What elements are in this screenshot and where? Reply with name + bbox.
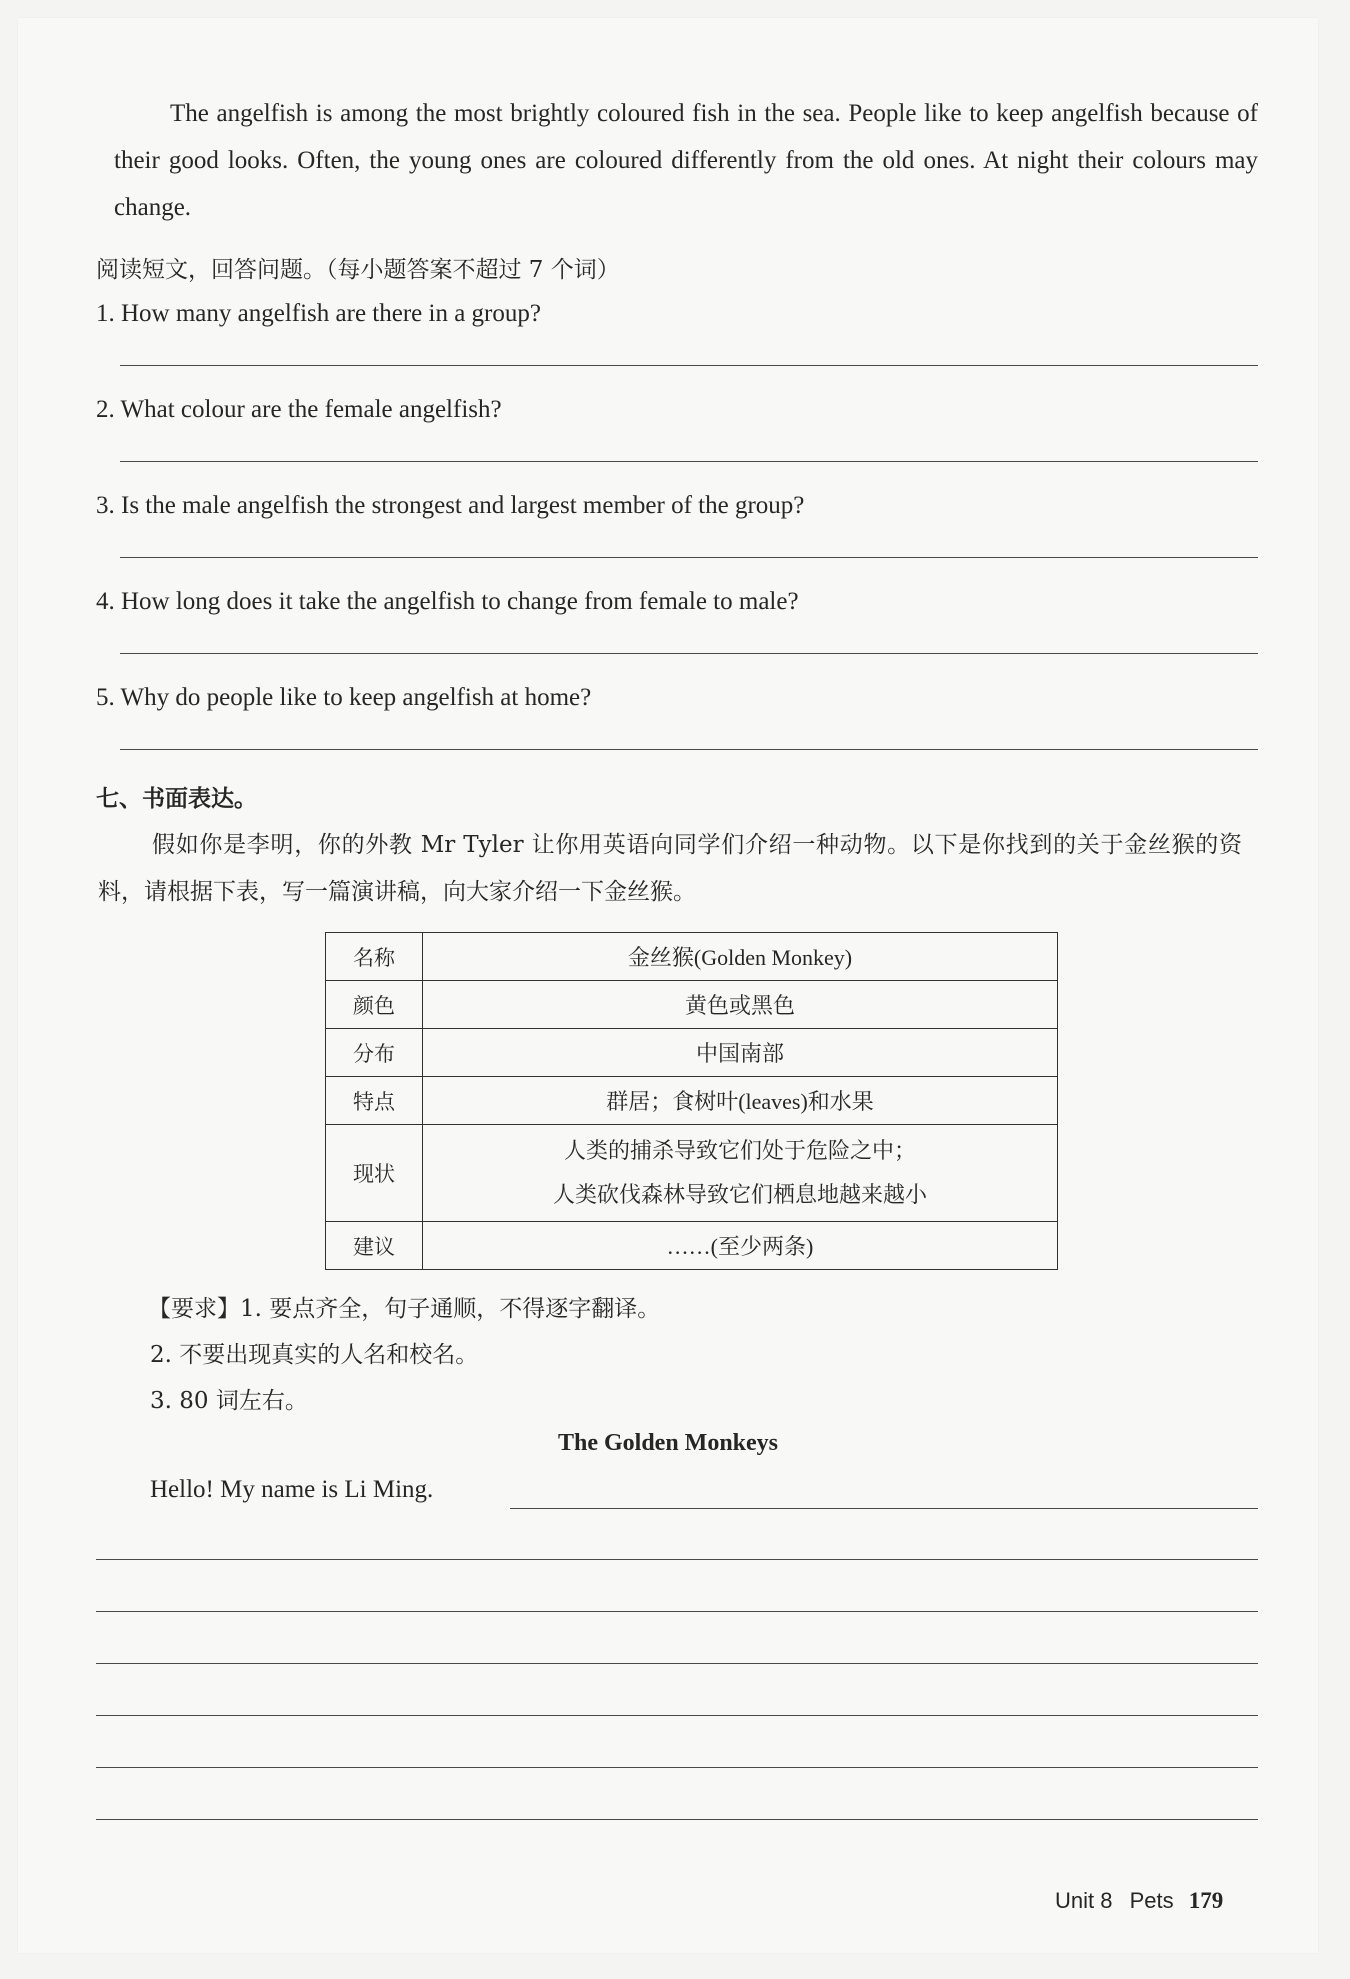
table-row <box>326 1077 1058 1125</box>
reading-instructions: 阅读短文，回答问题。（每小题答案不超过 7 个词） <box>96 257 620 283</box>
table-value-line: 人类砍伐森林导致它们栖息地越来越小 <box>552 1182 927 1207</box>
table-key: 分布 <box>326 1029 423 1077</box>
table-value: ……(至少两条) <box>423 1222 1058 1270</box>
writing-line-7[interactable] <box>96 1819 1258 1820</box>
table-value: 黄色或黑色 <box>423 981 1058 1029</box>
table-key: 颜色 <box>326 981 423 1029</box>
footer-topic: Pets <box>1129 1888 1174 1913</box>
table-key: 名称 <box>326 933 423 981</box>
essay-title: The Golden Monkeys <box>557 1430 779 1456</box>
worksheet-page <box>18 18 1318 1953</box>
answer-line-5[interactable] <box>120 749 1258 750</box>
requirement-2: 2. 不要出现真实的人名和校名。 <box>150 1342 479 1368</box>
section-title: 七、书面表达。 <box>96 785 257 812</box>
table-key: 现状 <box>326 1125 423 1222</box>
table-row <box>326 1222 1058 1270</box>
answer-line-2[interactable] <box>120 461 1258 462</box>
answer-line-4[interactable] <box>120 653 1258 654</box>
question-3: 3. Is the male angelfish the strongest and largest member of the group? <box>96 492 805 519</box>
table-row <box>326 933 1058 981</box>
question-5: 5. Why do people like to keep angelfish at home? <box>96 684 592 711</box>
footer-unit: Unit 8 <box>1055 1888 1113 1913</box>
question-1: 1. How many angelfish are there in a group? <box>96 300 541 327</box>
writing-line-2[interactable] <box>96 1559 1258 1560</box>
table-value: 金丝猴(Golden Monkey) <box>423 933 1058 981</box>
table-row <box>326 1125 1058 1222</box>
table-row <box>326 1029 1058 1077</box>
question-2: 2. What colour are the female angelfish? <box>96 396 502 423</box>
essay-opening: Hello! My name is Li Ming. <box>150 1476 434 1503</box>
writing-line-4[interactable] <box>96 1663 1258 1664</box>
page-footer <box>1055 1888 1223 1914</box>
requirement-3: 3. 80 词左右。 <box>150 1388 308 1414</box>
writing-line-6[interactable] <box>96 1767 1258 1768</box>
table-value-line: 人类的捕杀导致它们处于危险之中； <box>563 1138 916 1163</box>
writing-line-1[interactable] <box>510 1508 1258 1509</box>
reading-passage: The angelfish is among the most brightly coloured fish in the sea. People like to keep angelfish because of their good looks. Often, the young ones are coloured differently from the old ones. At night their colours may change. <box>114 100 1258 221</box>
writing-line-3[interactable] <box>96 1611 1258 1612</box>
question-4: 4. How long does it take the angelfish to change from female to male? <box>96 588 799 615</box>
requirement-1: 【要求】1. 要点齐全，句子通顺，不得逐字翻译。 <box>148 1296 661 1322</box>
table-key: 建议 <box>326 1222 423 1270</box>
table-value <box>423 1125 1058 1222</box>
table-row <box>326 981 1058 1029</box>
writing-prompt: 假如你是李明，你的外教 Mr Tyler 让你用英语向同学们介绍一种动物。以下是你找到的关于金丝猴的资料，请根据下表，写一篇演讲稿，向大家介绍一下金丝猴。 <box>98 832 1242 905</box>
writing-line-5[interactable] <box>96 1715 1258 1716</box>
answer-line-1[interactable] <box>120 365 1258 366</box>
table-key: 特点 <box>326 1077 423 1125</box>
golden-monkey-info-table <box>325 932 1058 1270</box>
page-number: 179 <box>1188 1888 1224 1913</box>
answer-line-3[interactable] <box>120 557 1258 558</box>
table-value: 中国南部 <box>423 1029 1058 1077</box>
table-value: 群居；食树叶(leaves)和水果 <box>423 1077 1058 1125</box>
